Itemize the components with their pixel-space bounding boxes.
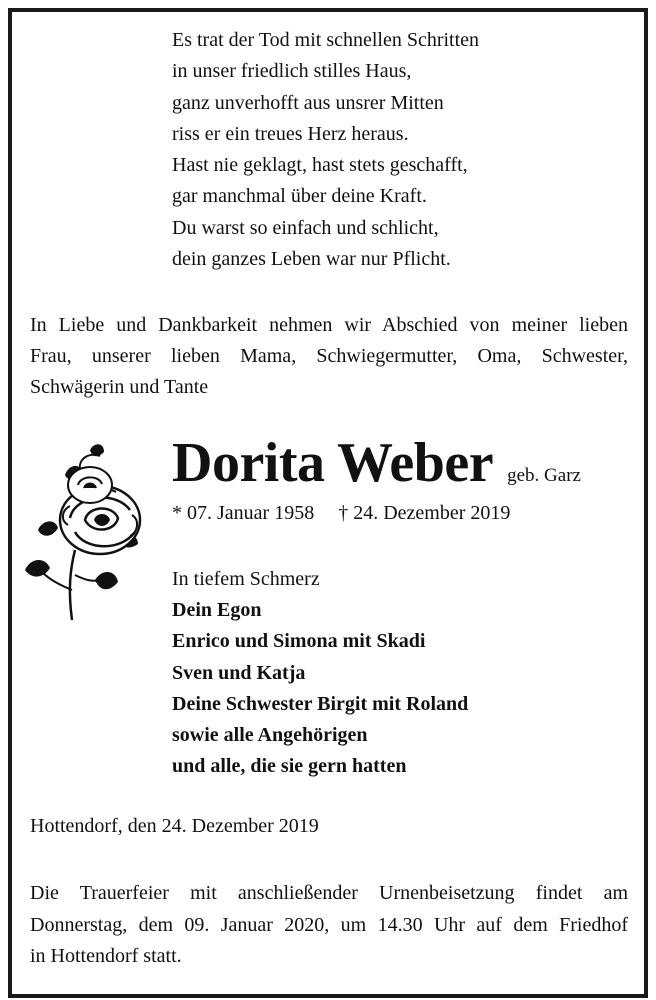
mourners-heading: In tiefem Schmerz bbox=[172, 568, 320, 590]
mourner-name: Sven und Katja bbox=[172, 661, 306, 684]
deceased-name: Dorita Weber bbox=[172, 432, 494, 494]
poem-line: Es trat der Tod mit schnellen Schritten bbox=[172, 29, 480, 51]
funeral-line: Donnerstag, dem 09. Januar 2020, um 14.30 Uhr auf dem Friedhof bbox=[30, 913, 628, 936]
intro-line: In Liebe und Dankbarkeit nehmen wir Abschied von meiner lieben bbox=[30, 314, 628, 336]
poem bbox=[172, 25, 479, 275]
funeral-notice bbox=[30, 878, 628, 973]
funeral-line: Die Trauerfeier mit anschließender Urnenbeisetzung findet am bbox=[30, 882, 628, 904]
poem-line: gar manchmal über deine Kraft. bbox=[172, 185, 427, 208]
poem-line: Du warst so einfach und schlicht, bbox=[172, 216, 439, 239]
mourner-name: sowie alle Angehörigen bbox=[172, 724, 368, 747]
rose-icon bbox=[20, 440, 150, 625]
mourner-name: Enrico und Simona mit Skadi bbox=[172, 630, 426, 653]
intro-line: Schwägerin und Tante bbox=[30, 376, 209, 398]
deceased-name-row bbox=[172, 430, 581, 496]
intro-line: Frau, unserer lieben Mama, Schwiegermutter, Oma, Schwester, bbox=[30, 345, 628, 367]
birth-date: * 07. Januar 1958 bbox=[172, 502, 315, 524]
death-date: † 24. Dezember 2019 bbox=[338, 502, 511, 524]
poem-line: Hast nie geklagt, hast stets geschafft, bbox=[172, 154, 468, 177]
mourner-name: Dein Egon bbox=[172, 599, 262, 622]
place-date: Hottendorf, den 24. Dezember 2019 bbox=[30, 815, 319, 837]
mourner-name: Deine Schwester Birgit mit Roland bbox=[172, 692, 469, 715]
poem-line: riss er ein treues Herz heraus. bbox=[172, 122, 409, 145]
farewell-intro bbox=[30, 310, 628, 403]
life-dates bbox=[172, 502, 510, 525]
poem-line: in unser friedlich stilles Haus, bbox=[172, 60, 412, 83]
mourners bbox=[172, 564, 468, 782]
maiden-name: geb. Garz bbox=[507, 465, 581, 486]
poem-line: dein ganzes Leben war nur Pflicht. bbox=[172, 248, 451, 271]
funeral-line: in Hottendorf statt. bbox=[30, 945, 182, 967]
poem-line: ganz unverhofft aus unsrer Mitten bbox=[172, 91, 444, 114]
mourner-name: und alle, die sie gern hatten bbox=[172, 755, 407, 778]
